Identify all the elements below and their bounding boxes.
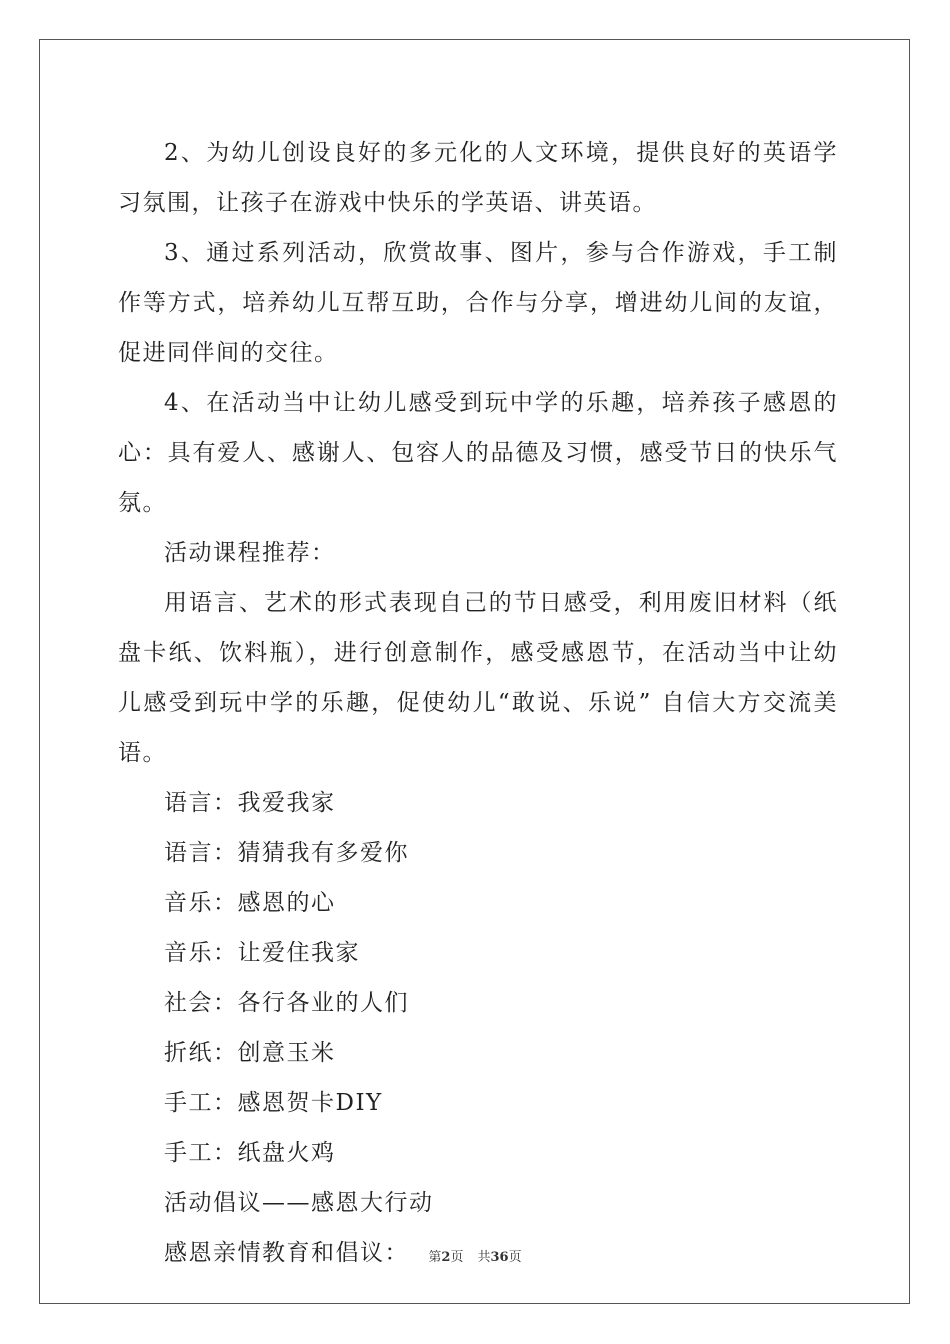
document-body xyxy=(118,128,838,1278)
course-item: 手工：感恩贺卡DIY xyxy=(164,1090,383,1116)
course-item: 音乐：感恩的心 xyxy=(164,890,336,916)
page-footer xyxy=(0,1246,950,1265)
paragraph-goal-3: 3、通过系列活动，欣赏故事、图片，参与合作游戏，手工制作等方式，培养幼儿互帮互助，合作与分享，增进幼儿间的友谊，促进同伴间的交往。 xyxy=(118,240,838,366)
section-heading-initiative: 活动倡议——感恩大行动 xyxy=(164,1190,434,1216)
section-heading-family-education: 感恩亲情教育和倡议： xyxy=(164,1240,409,1266)
section-heading-courses: 活动课程推荐： xyxy=(164,540,336,566)
course-item: 折纸：创意玉米 xyxy=(164,1040,336,1066)
page-prefix: 第 xyxy=(428,1250,442,1265)
course-item: 语言：我爱我家 xyxy=(164,790,336,816)
total-suffix: 页 xyxy=(508,1250,522,1265)
page-suffix: 页 xyxy=(450,1250,464,1265)
course-item: 社会：各行各业的人们 xyxy=(164,990,409,1016)
total-pages: 36 xyxy=(490,1250,509,1265)
paragraph-courses-intro: 用语言、艺术的形式表现自己的节日感受，利用废旧材料（纸盘卡纸、饮料瓶），进行创意制作，感受感恩节，在活动当中让幼儿感受到玩中学的乐趣，促使幼儿“敢说、乐说” 自信大方交流美语。 xyxy=(118,590,838,766)
course-item: 音乐：让爱住我家 xyxy=(164,940,360,966)
course-item: 手工：纸盘火鸡 xyxy=(164,1140,336,1166)
paragraph-goal-2: 2、为幼儿创设良好的多元化的人文环境，提供良好的英语学习氛围，让孩子在游戏中快乐的学英语、讲英语。 xyxy=(118,140,838,216)
total-prefix: 共 xyxy=(477,1250,491,1265)
paragraph-goal-4: 4、在活动当中让幼儿感受到玩中学的乐趣，培养孩子感恩的心：具有爱人、感谢人、包容人的品德及习惯，感受节日的快乐气氛。 xyxy=(118,390,838,516)
course-item: 语言：猜猜我有多爱你 xyxy=(164,840,409,866)
page-number: 2 xyxy=(441,1250,451,1265)
